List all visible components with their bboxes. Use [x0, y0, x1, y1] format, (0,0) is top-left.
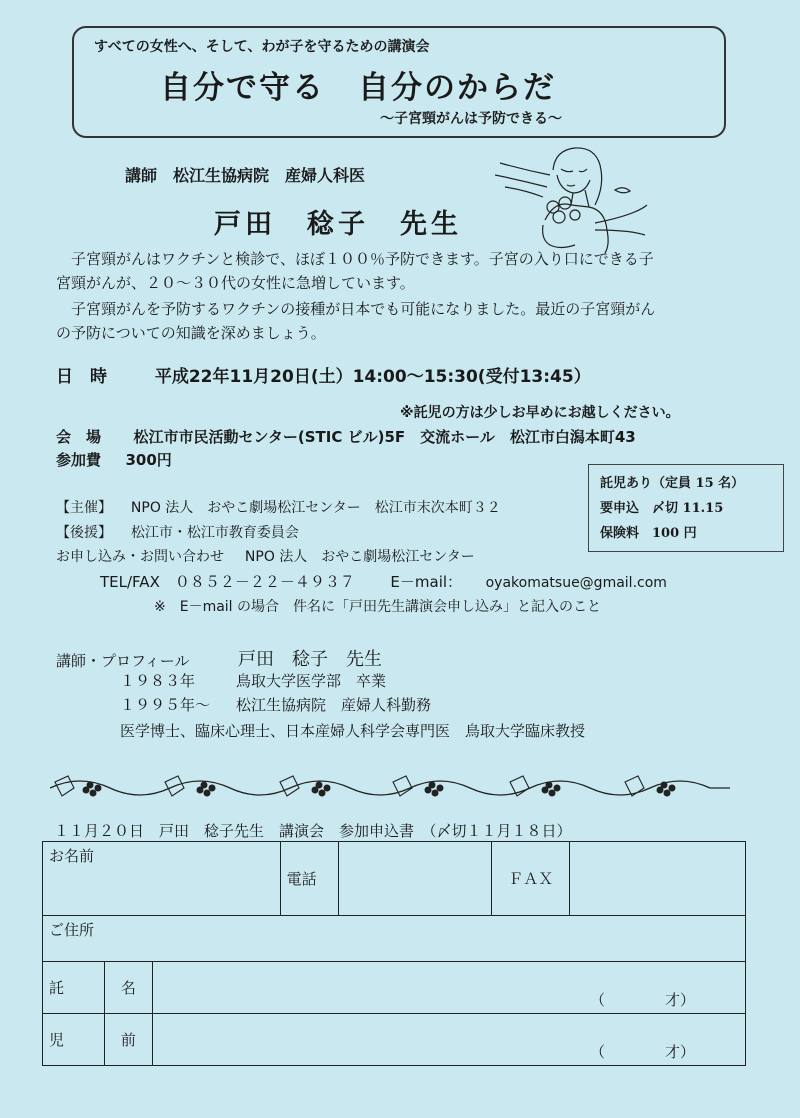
- page-title: 自分で守る 自分のからだ: [160, 70, 556, 106]
- contact-org: NPO 法人 おやこ劇場松江センター: [244, 549, 475, 565]
- contact-row: [56, 546, 475, 566]
- profile-event-1: 鳥取大学医学部 卒業: [236, 672, 387, 690]
- intro-line-1: 子宮頸がんはワクチンと検診で、ほぼ１００％予防できます。子宮の入り口にできる子: [56, 250, 654, 268]
- profile-event-2: 松江生協病院 産婦人科勤務: [236, 696, 432, 714]
- fee-value: 300円: [125, 451, 172, 469]
- host-row: [56, 497, 501, 517]
- application-form: [42, 841, 746, 1066]
- woman-illustration: [495, 145, 655, 255]
- vine-divider: [50, 768, 730, 804]
- intro-line-3: 子宮頸がんを予防するワクチンの接種が日本でも可能になりました。最近の子宮頸がん: [56, 300, 656, 318]
- childcare-label-top: 託: [43, 962, 105, 1014]
- childcare-line-1: 託児あり（定員 15 名）: [600, 476, 745, 491]
- profile-name: 戸田 稔子 先生: [238, 649, 382, 670]
- venue-label: 会 場: [56, 428, 102, 446]
- age-placeholder-2: （ 才）: [589, 1043, 695, 1061]
- childcare-arrival-note: ※託児の方は少しお早めにお越しください。: [400, 405, 680, 421]
- host-value: NPO 法人 おやこ劇場松江センター 松江市末次本町３２: [130, 500, 501, 516]
- header-subtitle: すべての女性へ、そして、わが子を守るための講演会: [94, 39, 430, 55]
- name-label: お名前: [49, 847, 95, 865]
- datetime-label: 日 時: [56, 367, 107, 387]
- name-field[interactable]: [43, 842, 281, 916]
- address-label: ご住所: [49, 921, 95, 939]
- childcare-line-3: 保険料 100 円: [600, 526, 697, 541]
- header-tagline: ～子宮頸がんは予防できる～: [380, 111, 562, 127]
- fax-field[interactable]: [570, 842, 746, 916]
- host-label: 【主催】: [56, 500, 112, 516]
- lecturer-name: 戸田 稔子 先生: [214, 209, 462, 240]
- intro-line-4: の予防についての知識を深めましょう。: [56, 324, 326, 342]
- fee-row: [56, 449, 172, 470]
- support-value: 松江市・松江市教育委員会: [130, 525, 299, 541]
- email-label: E－mail：: [390, 573, 463, 591]
- child-name-field-1[interactable]: [152, 962, 745, 1014]
- form-title: １１月２０日 戸田 稔子先生 講演会 参加申込書 （〆切１１月１８日）: [54, 822, 572, 840]
- age-placeholder-1: （ 才）: [589, 991, 695, 1009]
- profile-titles: 医学博士、臨床心理士、日本産婦人科学会専門医 鳥取大学臨床教授: [120, 722, 586, 740]
- childcare-label-bottom: 児: [43, 1014, 105, 1066]
- email-note: ※ E－mail の場合 件名に「戸田先生講演会申し込み」と記入のこと: [154, 599, 602, 615]
- profile-label: 講師・プロフィール: [56, 652, 190, 670]
- lecturer-line: 講師 松江生協病院 産婦人科医: [125, 166, 366, 185]
- email-link[interactable]: oyakomatsue@gmail.com: [485, 575, 667, 591]
- phone-label: 電話: [280, 842, 338, 916]
- child-name-field-2[interactable]: [152, 1014, 745, 1066]
- child-name-label-bottom: 前: [104, 1014, 152, 1066]
- address-field[interactable]: [43, 916, 746, 962]
- datetime-value: 平成22年11月20日(土）14:00～15:30(受付13:45）: [154, 367, 591, 387]
- childcare-line-2: 要申込 〆切 11.15: [600, 501, 724, 516]
- fax-label: ＦＡＸ: [492, 842, 570, 916]
- profile-year-1: １９８３年: [120, 672, 196, 690]
- support-row: [56, 522, 299, 542]
- telfax-row: [100, 571, 667, 592]
- child-name-label-top: 名: [104, 962, 152, 1014]
- fee-label: 参加費: [56, 451, 102, 469]
- intro-line-2: 宮頸がんが、２０～３０代の女性に急増しています。: [56, 274, 415, 292]
- support-label: 【後援】: [56, 525, 112, 541]
- phone-field[interactable]: [338, 842, 492, 916]
- datetime-row: [56, 362, 591, 387]
- profile-year-2: １９９５年～: [120, 696, 211, 714]
- telfax: TEL/FAX ０８５２－２２－４９３７: [100, 573, 355, 591]
- contact-label: お申し込み・お問い合わせ: [56, 549, 224, 565]
- venue-value: 松江市市民活動センター(STIC ビル)5F 交流ホール 松江市白潟本町43: [133, 428, 636, 446]
- venue-row: [56, 426, 636, 447]
